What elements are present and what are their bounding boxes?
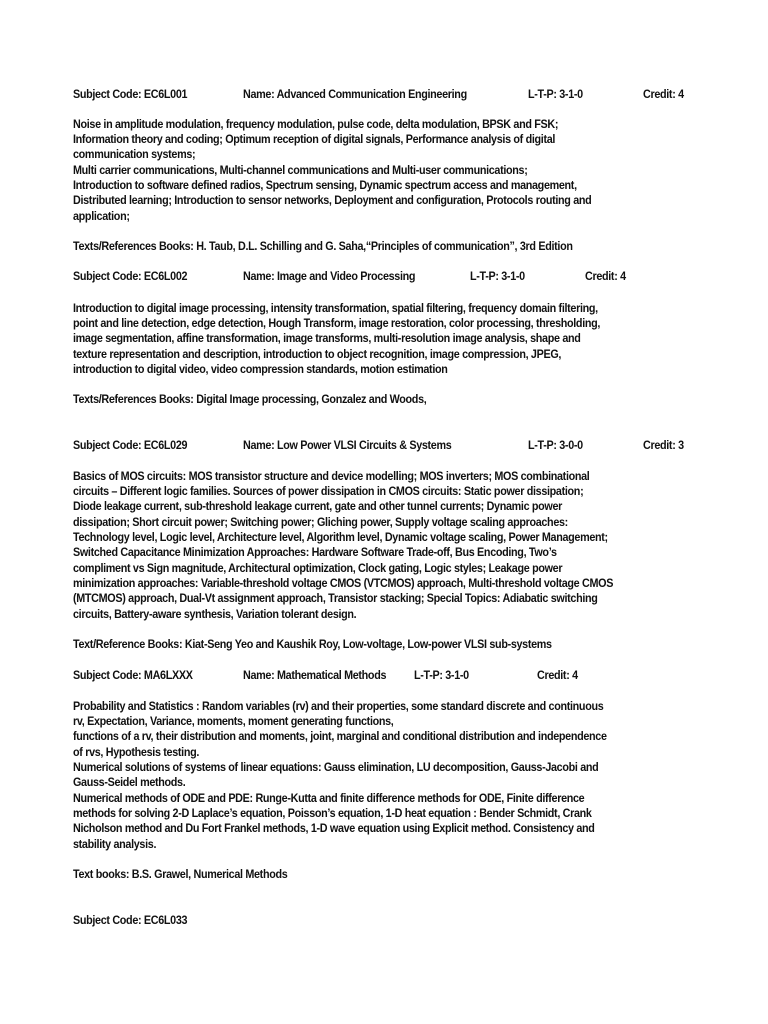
syllabus-line: Nicholson method and Du Fort Frankel methods, 1-D wave equation using Explicit method. Consistency and	[73, 822, 595, 835]
subject-credit: Credit: 4	[643, 88, 684, 101]
subject-ltp: L-T-P: 3-1-0	[528, 88, 583, 101]
syllabus-line: minimization approaches: Variable-threshold voltage CMOS (VTCMOS) approach, Multi-threshold voltage CMOS	[73, 577, 614, 590]
subject-name: Name: Image and Video Processing	[243, 270, 416, 283]
reference-books: Text books: B.S. Grawel, Numerical Methods	[73, 868, 288, 881]
syllabus-line: stability analysis.	[73, 838, 157, 851]
syllabus-line: Basics of MOS circuits: MOS transistor structure and device modelling; MOS inverters; MOS combinational	[73, 470, 590, 483]
syllabus-line: Switched Capacitance Minimization Approaches: Hardware Software Trade-off, Bus Encoding, Two’s	[73, 546, 557, 559]
syllabus-line: Diode leakage current, sub-threshold leakage current, gate and other tunnel currents; Dynamic power	[73, 500, 563, 513]
syllabus-line: texture representation and description, introduction to object recognition, image compression, JPEG,	[73, 348, 562, 361]
subject-code: Subject Code: EC6L033	[73, 914, 188, 927]
subject-credit: Credit: 4	[585, 270, 626, 283]
syllabus-line: of rvs, Hypothesis testing.	[73, 746, 200, 759]
syllabus-line: point and line detection, edge detection, Hough Transform, image restoration, color processing, thresholding,	[73, 317, 601, 330]
subject-name: Name: Mathematical Methods	[243, 669, 387, 682]
subject-ltp: L-T-P: 3-1-0	[414, 669, 469, 682]
syllabus-line: introduction to digital video, video compression standards, motion estimation	[73, 363, 448, 376]
subject-name: Name: Advanced Communication Engineering	[243, 88, 467, 101]
syllabus-line: communication systems;	[73, 148, 196, 161]
syllabus-line: Numerical methods of ODE and PDE: Runge-Kutta and finite difference methods for ODE, Finite difference	[73, 792, 585, 805]
syllabus-line: Noise in amplitude modulation, frequency modulation, pulse code, delta modulation, BPSK and FSK;	[73, 118, 559, 131]
syllabus-line: image segmentation, affine transformation, image transforms, multi-resolution image analysis, shape and	[73, 332, 581, 345]
syllabus-line: Introduction to digital image processing, intensity transformation, spatial filtering, frequency domain filtering,	[73, 302, 598, 315]
subject-credit: Credit: 4	[537, 669, 578, 682]
syllabus-line: Information theory and coding; Optimum reception of digital signals, Performance analysis of digital	[73, 133, 556, 146]
reference-books: Text/Reference Books: Kiat-Seng Yeo and Kaushik Roy, Low-voltage, Low-power VLSI sub-systems	[73, 638, 552, 651]
syllabus-line: Technology level, Logic level, Architecture level, Algorithm level, Dynamic voltage scaling, Power Management;	[73, 531, 608, 544]
syllabus-line: application;	[73, 210, 130, 223]
reference-books: Texts/References Books: Digital Image processing, Gonzalez and Woods,	[73, 393, 427, 406]
syllabus-line: rv, Expectation, Variance, moments, moment generating functions,	[73, 715, 394, 728]
syllabus-line: Gauss-Seidel methods.	[73, 776, 186, 789]
subject-credit: Credit: 3	[643, 439, 684, 452]
syllabus-line: Numerical solutions of systems of linear equations: Gauss elimination, LU decomposition, Gauss-Jacobi and	[73, 761, 599, 774]
syllabus-line: compliment vs Sign magnitude, Architectural optimization, Clock gating, Logic styles; Leakage power	[73, 562, 563, 575]
subject-ltp: L-T-P: 3-1-0	[470, 270, 525, 283]
subject-ltp: L-T-P: 3-0-0	[528, 439, 583, 452]
subject-code: Subject Code: EC6L029	[73, 439, 188, 452]
subject-name: Name: Low Power VLSI Circuits & Systems	[243, 439, 452, 452]
syllabus-line: Distributed learning; Introduction to sensor networks, Deployment and configuration, Protocols routing and	[73, 194, 592, 207]
subject-code: Subject Code: EC6L002	[73, 270, 188, 283]
syllabus-line: Probability and Statistics : Random variables (rv) and their properties, some standard discrete and continuous	[73, 700, 604, 713]
syllabus-line: Introduction to software defined radios, Spectrum sensing, Dynamic spectrum access and management,	[73, 179, 577, 192]
syllabus-line: circuits – Different logic families. Sources of power dissipation in CMOS circuits: Static power dissipation;	[73, 485, 584, 498]
subject-code: Subject Code: MA6LXXX	[73, 669, 193, 682]
syllabus-line: dissipation; Short circuit power; Switching power; Gliching power, Supply voltage scaling approaches:	[73, 516, 568, 529]
syllabus-line: functions of a rv, their distribution and moments, joint, marginal and conditional distribution and independence	[73, 730, 607, 743]
subject-code: Subject Code: EC6L001	[73, 88, 188, 101]
reference-books: Texts/References Books: H. Taub, D.L. Schilling and G. Saha,“Principles of communication”, 3rd Edition	[73, 240, 573, 253]
syllabus-line: methods for solving 2-D Laplace’s equation, Poisson’s equation, 1-D heat equation : Bender Schmidt, Crank	[73, 807, 592, 820]
syllabus-line: Multi carrier communications, Multi-channel communications and Multi-user communications;	[73, 164, 528, 177]
syllabus-line: circuits, Battery-aware synthesis, Variation tolerant design.	[73, 608, 357, 621]
syllabus-line: (MTCMOS) approach, Dual-Vt assignment approach, Transistor stacking; Special Topics: Adiabatic switching	[73, 592, 598, 605]
